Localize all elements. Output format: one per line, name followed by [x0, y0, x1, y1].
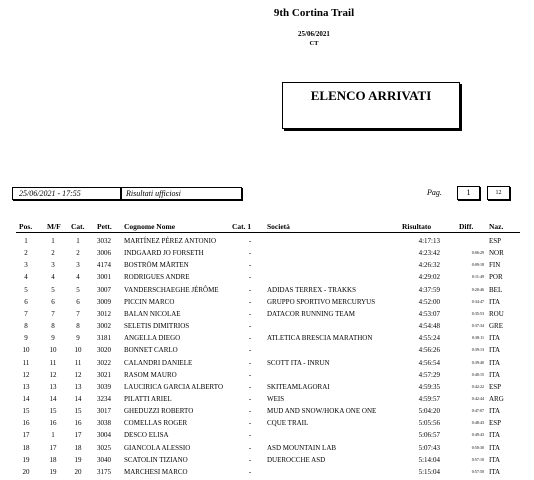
cell-cat: 13 [74, 382, 82, 391]
cell-diff: 0:35:53 [471, 310, 484, 316]
cell-mf: 16 [49, 419, 57, 428]
cell-diff: 0:37:34 [471, 323, 484, 329]
cell-pett: 4174 [97, 261, 111, 270]
cell-pos: 15 [22, 407, 30, 416]
cell-name: VANDERSCHAEGHE JÉRÔME [124, 285, 219, 294]
cell-diff: 0:49:43 [471, 432, 484, 438]
table-row [0, 431, 534, 443]
cell-name: INDGAARD JO FORSETH [124, 249, 204, 258]
cell-pett: 3032 [97, 237, 111, 245]
cell-team: ADIDAS TERREX - TRAKKS [267, 285, 356, 294]
cell-cat: 6 [76, 297, 80, 306]
cell-team: ASD MOUNTAIN LAB [267, 443, 337, 452]
cell-naz: ITA [489, 431, 501, 440]
table-row [0, 298, 534, 310]
cell-result: 5:14:04 [418, 455, 440, 464]
table-row [0, 249, 534, 261]
cell-cat: 4 [76, 273, 80, 282]
cell-diff: 0:50:30 [471, 444, 484, 450]
cell-cat: 9 [76, 334, 80, 343]
cell-result: 4:17:13 [418, 237, 440, 245]
cell-name: GHEDUZZI ROBERTO [124, 407, 194, 416]
cell-pos: 18 [22, 443, 30, 452]
cell-result: 4:23:42 [418, 249, 440, 258]
cell-mf: 6 [51, 297, 55, 306]
cell-team: SKITEAMLAGORAI [267, 382, 330, 391]
cell-naz: ITA [489, 358, 501, 367]
cell-mf: 4 [51, 273, 55, 282]
cell-name: MARCHESI MARCO [124, 467, 188, 476]
cell-cat: 19 [74, 455, 82, 464]
cell-name: LAUCIRICA GARCIA ALBERTO [124, 382, 224, 391]
cell-result: 4:53:07 [418, 309, 440, 318]
cell-cat: 5 [76, 285, 80, 294]
cell-diff: 0:47:07 [471, 408, 484, 414]
col-name: Cognome Nome [124, 222, 176, 231]
table-row [0, 371, 534, 383]
cell-pos: 6 [24, 297, 28, 306]
table-row [0, 346, 534, 358]
cell-cat: 12 [74, 370, 82, 379]
col-naz: Naz. [489, 222, 504, 231]
col-mf: M/F [47, 222, 61, 231]
col-diff: Diff. [459, 222, 474, 231]
cell-cat1: - [248, 322, 252, 331]
cell-cat: 16 [74, 419, 82, 428]
cell-mf: 5 [51, 285, 55, 294]
cell-result: 4:54:48 [418, 322, 440, 331]
cell-naz: ESP [489, 419, 502, 428]
cell-cat1: - [248, 394, 252, 403]
cell-naz: POR [489, 273, 503, 282]
table-row [0, 322, 534, 334]
cell-cat1: - [248, 455, 252, 464]
col-result: Risultato [402, 222, 432, 231]
cell-diff: 0:39:40 [471, 359, 484, 365]
cell-name: RASOM MAURO [124, 370, 177, 379]
col-cat: Cat. [71, 222, 85, 231]
cell-diff: 0:06:29 [471, 250, 484, 256]
cell-naz: ESP [489, 237, 502, 245]
cell-mf: 19 [49, 467, 57, 476]
cell-mf: 12 [49, 370, 57, 379]
cell-team: DUEROCCHE ASD [267, 455, 326, 464]
cell-result: 5:15:04 [418, 467, 440, 476]
header-divider [16, 232, 520, 233]
cell-naz: ITA [489, 455, 501, 464]
cell-pos: 13 [22, 382, 30, 391]
cell-pett: 3020 [97, 346, 111, 355]
cell-pett: 3006 [97, 249, 111, 258]
cell-cat1: - [248, 382, 252, 391]
cell-pett: 3012 [97, 309, 111, 318]
cell-team: CQUE TRAIL [267, 419, 309, 428]
cell-pett: 3009 [97, 297, 111, 306]
page-current: 1 [457, 186, 480, 200]
cell-pos: 5 [24, 285, 28, 294]
cell-result: 5:07:43 [418, 443, 440, 452]
cell-cat: 7 [76, 309, 80, 318]
cell-cat1: - [248, 261, 252, 270]
cell-pos: 4 [24, 273, 28, 282]
cell-result: 4:37:59 [418, 285, 440, 294]
cell-naz: ITA [489, 467, 501, 476]
status-box [121, 187, 242, 200]
cell-cat1: - [248, 407, 252, 416]
cell-diff: 0:42:22 [471, 383, 484, 389]
cell-mf: 1 [51, 237, 55, 245]
cell-result: 4:29:02 [418, 273, 440, 282]
table-row [0, 444, 534, 456]
cell-result: 4:59:57 [418, 394, 440, 403]
cell-pett: 3234 [97, 394, 111, 403]
cell-name: ANGELLA DIEGO [124, 334, 181, 343]
cell-name: CALANDRI DANIELE [124, 358, 193, 367]
cell-cat1: - [248, 237, 252, 245]
col-pett: Pett. [97, 222, 112, 231]
cell-naz: FIN [489, 261, 501, 270]
cell-diff: 0:57:10 [471, 456, 484, 462]
cell-mf: 18 [49, 455, 57, 464]
cell-diff: 0:34:47 [471, 298, 484, 304]
cell-naz: ITA [489, 370, 501, 379]
cell-pett: 3004 [97, 431, 111, 440]
cell-pos: 17 [22, 431, 30, 440]
table-row [0, 419, 534, 431]
cell-diff: 0:09:18 [471, 262, 484, 268]
cell-mf: 11 [49, 358, 57, 367]
cell-mf: 8 [51, 322, 55, 331]
cell-cat1: - [248, 370, 252, 379]
cell-result: 5:05:56 [418, 419, 440, 428]
cell-result: 4:56:26 [418, 346, 440, 355]
cell-cat1: - [248, 358, 252, 367]
cell-name: COMELLAS ROGER [124, 419, 188, 428]
cell-cat: 2 [76, 249, 80, 258]
timestamp-box [12, 187, 121, 200]
cell-pos: 2 [24, 249, 28, 258]
timestamp: 25/06/2021 - 17:55 [19, 189, 81, 198]
cell-cat1: - [248, 285, 252, 294]
cell-name: SELETIS DIMITRIOS [124, 322, 190, 331]
cell-naz: ITA [489, 443, 501, 452]
cell-mf: 2 [51, 249, 55, 258]
cell-name: DESCO ELISA [124, 431, 169, 440]
cell-pett: 3039 [97, 382, 111, 391]
cell-cat1: - [248, 419, 252, 428]
cell-diff: 0:42:44 [471, 395, 484, 401]
cell-name: BOSTRÖM MÅRTEN [124, 261, 189, 270]
col-cat1: Cat. 1 [232, 222, 252, 231]
cell-cat1: - [248, 249, 252, 258]
cell-result: 4:52:00 [418, 297, 440, 306]
cell-team: SCOTT ITA - INRUN [267, 358, 330, 367]
cell-mf: 10 [49, 346, 57, 355]
cell-naz: GRE [489, 322, 503, 331]
cell-pett: 3022 [97, 358, 111, 367]
cell-pos: 11 [22, 358, 30, 367]
cell-diff: 0:20:46 [471, 286, 484, 292]
cell-name: MARTÍNEZ PÉREZ ANTONIO [124, 237, 217, 245]
table-row [0, 286, 534, 298]
cell-naz: ESP [489, 382, 502, 391]
table-row [0, 237, 534, 249]
cell-naz: ITA [489, 297, 501, 306]
cell-naz: ITA [489, 346, 501, 355]
cell-pos: 10 [22, 346, 30, 355]
table-row [0, 310, 534, 322]
table-row [0, 468, 534, 480]
cell-result: 4:26:32 [418, 261, 440, 270]
col-pos: Pos. [19, 222, 33, 231]
cell-name: BONNET CARLO [124, 346, 178, 355]
cell-result: 4:57:29 [418, 370, 440, 379]
cell-team: ATLETICA BRESCIA MARATHON [267, 334, 373, 343]
cell-result: 4:56:54 [418, 358, 440, 367]
cell-name: PICCIN MARCO [124, 297, 175, 306]
cell-pett: 3040 [97, 455, 111, 464]
cell-pos: 9 [24, 334, 28, 343]
cell-pos: 8 [24, 322, 28, 331]
cell-pett: 3021 [97, 370, 111, 379]
cell-naz: ROU [489, 309, 504, 318]
cell-pett: 3002 [97, 322, 111, 331]
table-row [0, 359, 534, 371]
cell-result: 5:06:57 [418, 431, 440, 440]
cell-diff: 0:38:11 [471, 335, 484, 341]
cell-pett: 3181 [97, 334, 111, 343]
cell-naz: ARG [489, 394, 504, 403]
table-row [0, 334, 534, 346]
cell-naz: ITA [489, 334, 501, 343]
cell-cat: 14 [74, 394, 82, 403]
cell-pett: 3025 [97, 443, 111, 452]
cell-pett: 3175 [97, 467, 111, 476]
cell-pos: 19 [22, 455, 30, 464]
cell-result: 5:04:20 [418, 407, 440, 416]
event-date: 25/06/2021 [298, 30, 330, 38]
table-row [0, 395, 534, 407]
cell-cat: 20 [74, 467, 82, 476]
results-status: Risultati ufficiosi [126, 189, 181, 198]
cell-mf: 9 [51, 334, 55, 343]
cell-cat: 17 [74, 431, 82, 440]
cell-cat1: - [248, 309, 252, 318]
cell-cat: 11 [74, 358, 82, 367]
table-row [0, 273, 534, 285]
cell-cat1: - [248, 297, 252, 306]
cell-pett: 3017 [97, 407, 111, 416]
cell-naz: NOR [489, 249, 504, 258]
cell-mf: 13 [49, 382, 57, 391]
cell-team: MUD AND SNOW/HOKA ONE ONE [267, 407, 377, 416]
cell-mf: 7 [51, 309, 55, 318]
page-total: 12 [487, 186, 510, 200]
cell-cat1: - [248, 431, 252, 440]
cell-team: GRUPPO SPORTIVO MERCURYUS [267, 297, 376, 306]
cell-pos: 20 [22, 467, 30, 476]
cell-name: PILATTI ARIEL [124, 394, 172, 403]
cell-diff: 0:57:50 [471, 468, 484, 474]
cell-cat: 8 [76, 322, 80, 331]
cell-cat1: - [248, 334, 252, 343]
cell-name: BALAN NICOLAE [124, 309, 181, 318]
cell-mf: 15 [49, 407, 57, 416]
cell-diff: 0:48:43 [471, 420, 484, 426]
cell-result: 4:55:24 [418, 334, 440, 343]
cell-cat1: - [248, 443, 252, 452]
cell-naz: ITA [489, 407, 501, 416]
cell-pos: 3 [24, 261, 28, 270]
cell-pos: 12 [22, 370, 30, 379]
cell-cat: 15 [74, 407, 82, 416]
cell-naz: BEL [489, 285, 503, 294]
cell-pos: 16 [22, 419, 30, 428]
cell-cat1: - [248, 273, 252, 282]
cell-pos: 7 [24, 309, 28, 318]
cell-pos: 14 [22, 394, 30, 403]
table-row [0, 407, 534, 419]
cell-cat1: - [248, 346, 252, 355]
event-title: 9th Cortina Trail [273, 7, 355, 19]
cell-pett: 3038 [97, 419, 111, 428]
cell-mf: 17 [49, 443, 57, 452]
cell-pos: 1 [24, 237, 28, 245]
cell-name: SCATOLIN TIZIANO [124, 455, 188, 464]
table-row [0, 261, 534, 273]
cell-diff: 0:39:13 [471, 347, 484, 353]
document-title: ELENCO ARRIVATI [310, 88, 432, 103]
cell-cat: 18 [74, 443, 82, 452]
cell-cat1: - [248, 467, 252, 476]
page-label: Pag. [427, 188, 442, 197]
cell-mf: 14 [49, 394, 57, 403]
cell-diff: 0:40:15 [471, 371, 484, 377]
cell-diff: 0:11:49 [471, 274, 484, 280]
col-team: Società [267, 222, 290, 231]
cell-pett: 3007 [97, 285, 111, 294]
cell-team: WEIS [267, 394, 285, 403]
cell-name: RODRIGUES ANDRE [124, 273, 190, 282]
event-code: CT [309, 40, 319, 47]
cell-team: DATACOR RUNNING TEAM [267, 309, 355, 318]
table-row [0, 383, 534, 395]
cell-cat: 1 [76, 237, 80, 245]
cell-pett: 3001 [97, 273, 111, 282]
cell-mf: 1 [51, 431, 55, 440]
cell-name: GIANCOLA ALESSIO [124, 443, 191, 452]
cell-cat: 3 [76, 261, 80, 270]
cell-result: 4:59:35 [418, 382, 440, 391]
cell-mf: 3 [51, 261, 55, 270]
cell-cat: 10 [74, 346, 82, 355]
